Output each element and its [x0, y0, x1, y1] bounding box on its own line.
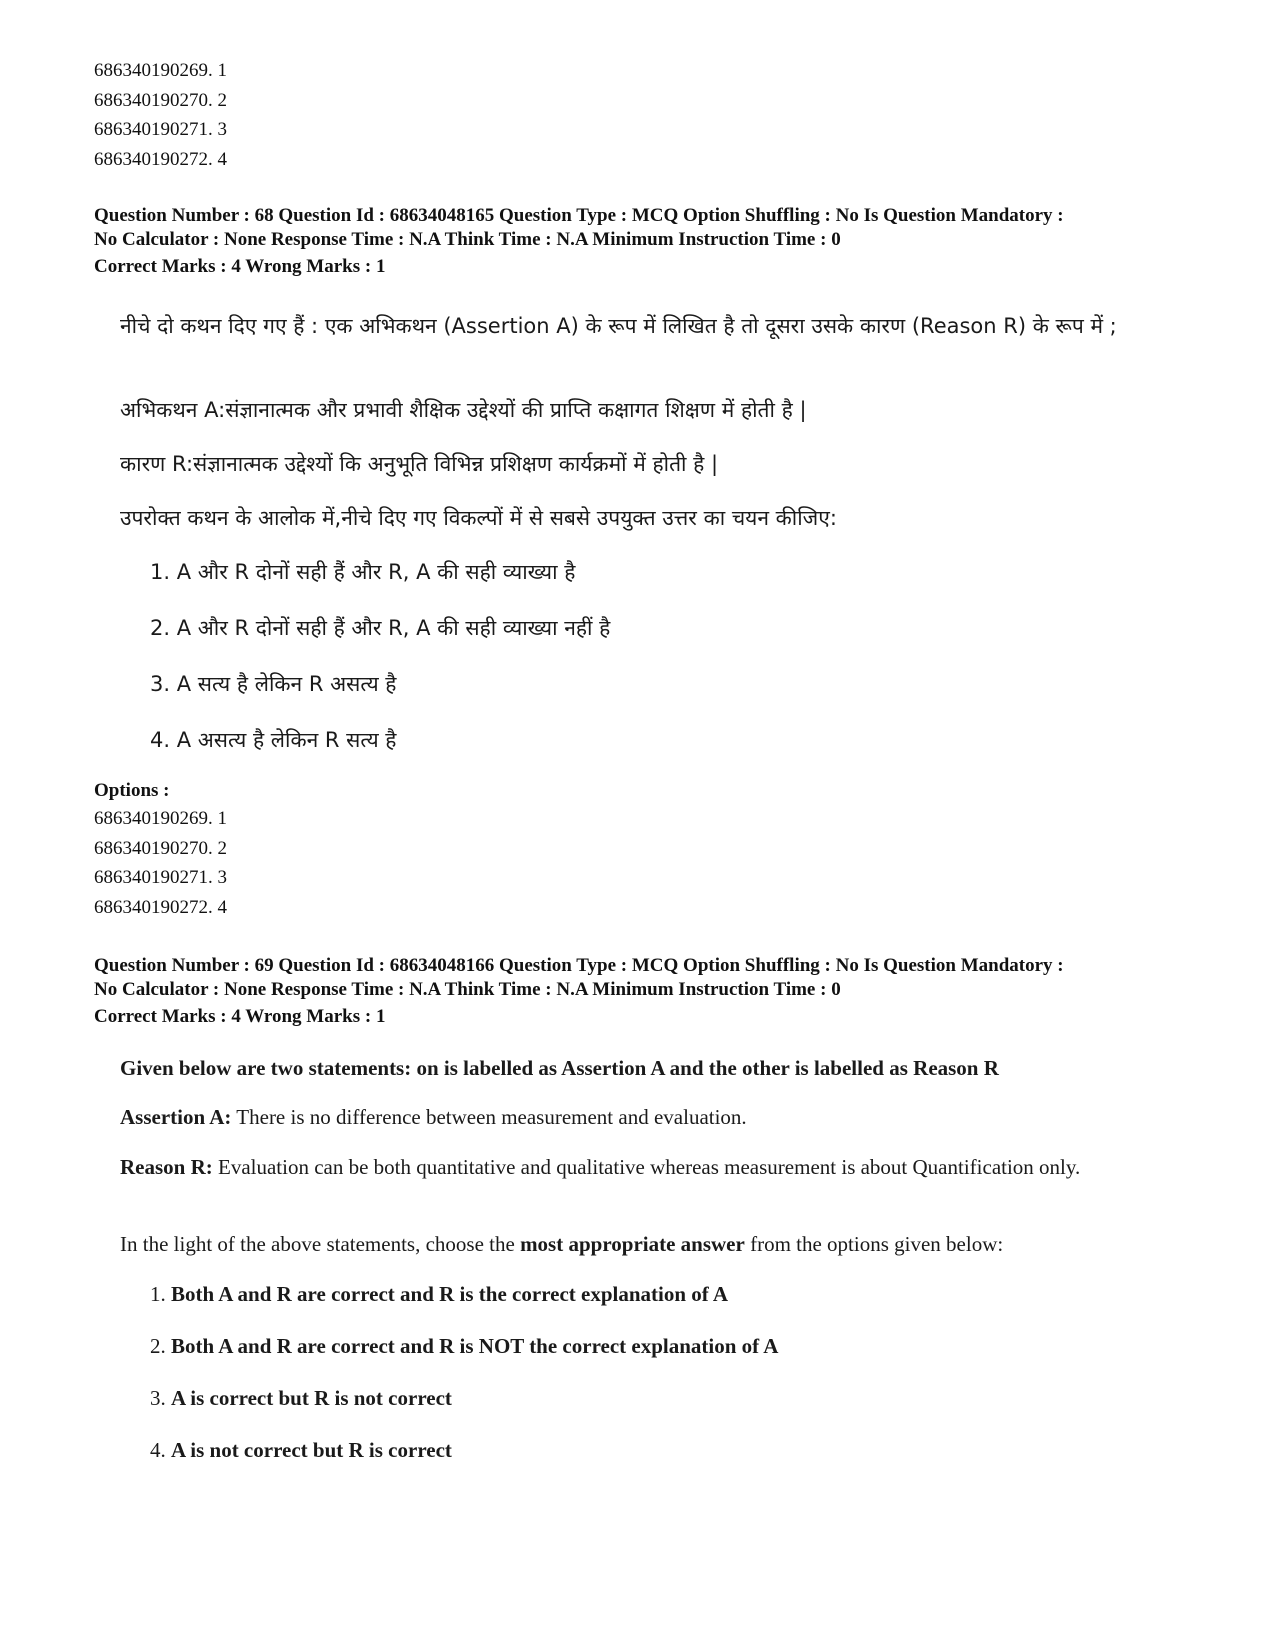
- q69-choice-3: [150, 1386, 452, 1411]
- q68-choice-2: 2. A और R दोनों सही हैं और R, A की सही व्याख्या नहीं है: [150, 616, 611, 640]
- option-line: 686340190272. 4: [94, 148, 227, 170]
- q68-metadata: [94, 204, 1214, 279]
- option-line: 686340190269. 1: [94, 60, 227, 81]
- choice-text: Both A and R are correct and R is the correct explanation of A: [171, 1282, 729, 1306]
- option-line: 686340190271. 3: [94, 867, 227, 888]
- q69-meta-line2: No Calculator : None Response Time : N.A Think Time : N.A Minimum Instruction Time : 0: [94, 979, 841, 1000]
- q68-meta-line2: No Calculator : None Response Time : N.A Think Time : N.A Minimum Instruction Time : 0: [94, 229, 841, 250]
- q68-reason: कारण R:संज्ञानात्मक उद्देश्यों कि अनुभूति विभिन्न प्रशिक्षण कार्यक्रमों में होती है |: [120, 452, 719, 476]
- q69-instruction-pre: In the light of the above statements, choose the: [120, 1232, 521, 1256]
- choice-number: 2.: [150, 1334, 171, 1358]
- q68-options-list: [94, 804, 227, 922]
- q68-meta-line1: Question Number : 68 Question Id : 68634048165 Question Type : MCQ Option Shuffling : No Is Question Mandatory :: [94, 205, 1064, 226]
- choice-text: Both A and R are correct and R is NOT the correct explanation of A: [171, 1334, 779, 1358]
- q68-options-label: Options :: [94, 780, 170, 801]
- top-options-list: [94, 56, 227, 174]
- option-line: 686340190270. 2: [94, 837, 227, 859]
- q69-stem: Given below are two statements: on is labelled as Assertion A and the other is labelled as Reason R: [120, 1056, 999, 1080]
- q69-reason-text: Evaluation can be both quantitative and qualitative whereas measurement is about Quantification only.: [212, 1155, 1081, 1179]
- choice-number: 3.: [150, 1386, 171, 1410]
- choice-number: 4.: [150, 1438, 171, 1462]
- q68-marks: Correct Marks : 4 Wrong Marks : 1: [94, 256, 386, 277]
- q68-choice-1: 1. A और R दोनों सही हैं और R, A की सही व्याख्या है: [150, 560, 576, 584]
- choice-text: A is not correct but R is correct: [171, 1438, 452, 1462]
- q69-choice-1: [150, 1282, 728, 1307]
- q69-instruction-post: from the options given below:: [744, 1232, 1004, 1256]
- q68-instruction: उपरोक्त कथन के आलोक में,नीचे दिए गए विकल्पों में से सबसे उपयुक्त उत्तर का चयन कीजिए:: [120, 506, 837, 530]
- q69-reason-label: Reason R:: [120, 1155, 213, 1179]
- q68-choice-4: 4. A असत्य है लेकिन R सत्य है: [150, 728, 397, 752]
- q69-metadata: [94, 954, 1214, 1029]
- q68-assertion: अभिकथन A:संज्ञानात्मक और प्रभावी शैक्षिक उद्देश्यों की प्राप्ति कक्षागत शिक्षण में होती है |: [120, 398, 807, 422]
- q69-instruction-bold: most appropriate answer: [520, 1232, 745, 1256]
- option-line: 686340190271. 3: [94, 119, 227, 140]
- q69-meta-line1: Question Number : 69 Question Id : 68634048166 Question Type : MCQ Option Shuffling : No Is Question Mandatory :: [94, 955, 1064, 976]
- q68-stem: नीचे दो कथन दिए गए हैं : एक अभिकथन (Assertion A) के रूप में लिखित है तो दूसरा उसके कारण (Reason R) के रूप में ;: [120, 314, 1117, 338]
- q69-choice-4: [150, 1438, 452, 1463]
- q68-choice-3: 3. A सत्य है लेकिन R असत्य है: [150, 672, 397, 696]
- q69-instruction: [120, 1230, 1170, 1258]
- choice-number: 1.: [150, 1282, 171, 1306]
- option-line: 686340190269. 1: [94, 808, 227, 829]
- q69-assertion-label: Assertion A:: [120, 1105, 232, 1129]
- q69-marks: Correct Marks : 4 Wrong Marks : 1: [94, 1006, 386, 1027]
- q69-assertion: [120, 1103, 1170, 1131]
- choice-text: A is correct but R is not correct: [171, 1386, 452, 1410]
- option-line: 686340190272. 4: [94, 896, 227, 918]
- q69-assertion-text: There is no difference between measurement and evaluation.: [231, 1105, 747, 1129]
- q69-choice-2: [150, 1334, 778, 1359]
- option-line: 686340190270. 2: [94, 89, 227, 111]
- q69-reason: [120, 1153, 1170, 1181]
